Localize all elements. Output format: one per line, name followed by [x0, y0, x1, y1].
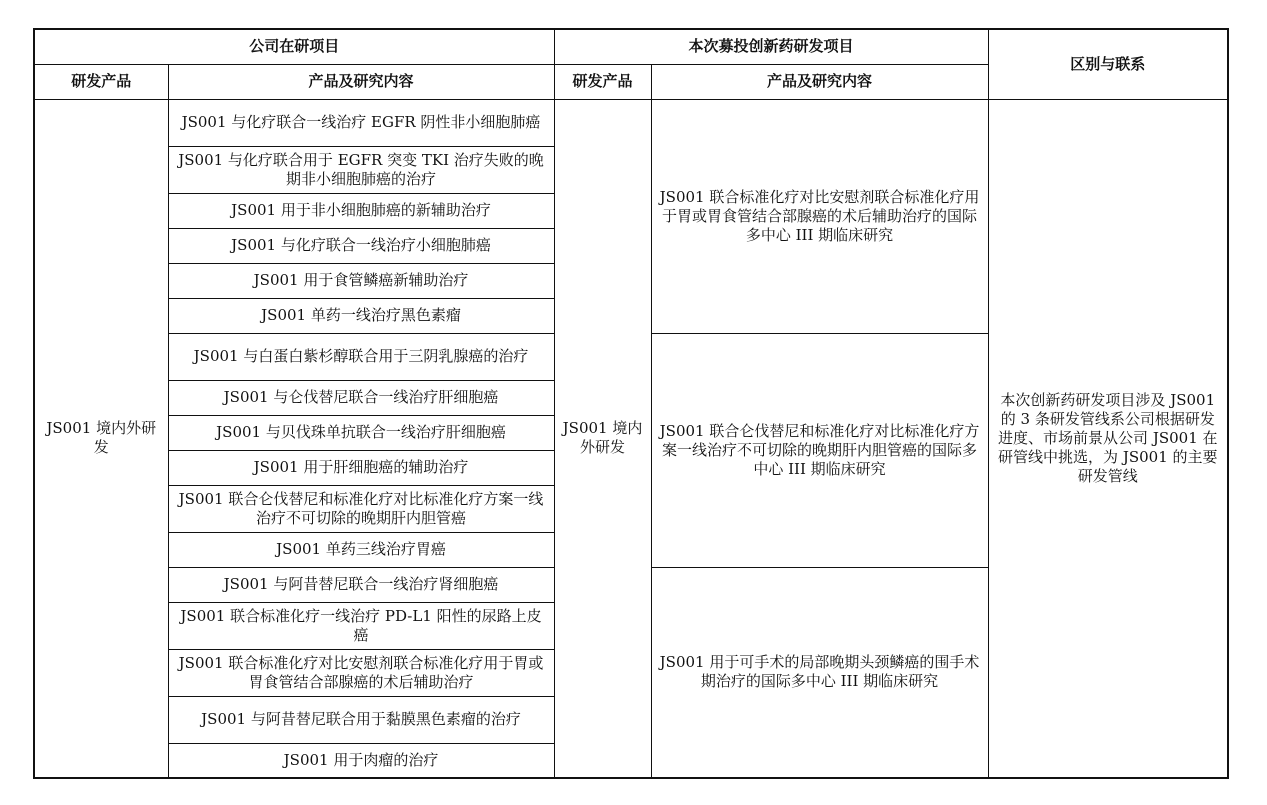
- header-row-1: [34, 29, 1228, 64]
- company-item: JS001 与化疗联合一线治疗 EGFR 阴性非小细胞肺癌: [168, 99, 554, 146]
- left-product-cell: JS001 境内外研发: [34, 99, 168, 778]
- relation-header: 区别与联系: [988, 29, 1228, 99]
- company-item: JS001 用于肝细胞癌的辅助治疗: [168, 450, 554, 485]
- company-item: JS001 与白蛋白紫杉醇联合用于三阴乳腺癌的治疗: [168, 333, 554, 380]
- company-item: JS001 联合仑伐替尼和标准化疗对比标准化疗方案一线治疗不可切除的晚期肝内胆管癌: [168, 485, 554, 532]
- content-header-right: 产品及研究内容: [651, 64, 988, 99]
- company-item: JS001 与化疗联合用于 EGFR 突变 TKI 治疗失败的晚期非小细胞肺癌的治疗: [168, 146, 554, 193]
- company-item: JS001 与阿昔替尼联合一线治疗肾细胞癌: [168, 567, 554, 602]
- company-item: JS001 与贝伐珠单抗联合一线治疗肝细胞癌: [168, 415, 554, 450]
- content-header-left: 产品及研究内容: [168, 64, 554, 99]
- company-item: JS001 与化疗联合一线治疗小细胞肺癌: [168, 228, 554, 263]
- product-header-right: 研发产品: [554, 64, 651, 99]
- company-item: JS001 与阿昔替尼联合用于黏膜黑色素瘤的治疗: [168, 696, 554, 743]
- right-product-cell: JS001 境内外研发: [554, 99, 651, 778]
- table-row: [34, 99, 1228, 146]
- company-item: JS001 单药一线治疗黑色素瘤: [168, 298, 554, 333]
- company-projects-header: 公司在研项目: [34, 29, 554, 64]
- company-item: JS001 用于食管鳞癌新辅助治疗: [168, 263, 554, 298]
- relation-cell: 本次创新药研发项目涉及 JS001 的 3 条研发管线系公司根据研发进度、市场前景从公司 JS001 在研管线中挑选，为 JS001 的主要研发管线: [988, 99, 1228, 778]
- company-item: JS001 联合标准化疗一线治疗 PD-L1 阳性的尿路上皮癌: [168, 602, 554, 649]
- company-item: JS001 用于肉瘤的治疗: [168, 743, 554, 778]
- product-header-left: 研发产品: [34, 64, 168, 99]
- fundraise-item: JS001 用于可手术的局部晚期头颈鳞癌的围手术期治疗的国际多中心 III 期临床研究: [651, 567, 988, 778]
- company-item: JS001 用于非小细胞肺癌的新辅助治疗: [168, 193, 554, 228]
- rd-projects-table: [33, 28, 1229, 779]
- fundraise-item: JS001 联合标准化疗对比安慰剂联合标准化疗用于胃或胃食管结合部腺癌的术后辅助治疗的国际多中心 III 期临床研究: [651, 99, 988, 333]
- company-item: JS001 联合标准化疗对比安慰剂联合标准化疗用于胃或胃食管结合部腺癌的术后辅助治疗: [168, 649, 554, 696]
- company-item: JS001 单药三线治疗胃癌: [168, 532, 554, 567]
- company-item: JS001 与仑伐替尼联合一线治疗肝细胞癌: [168, 380, 554, 415]
- fundraise-item: JS001 联合仑伐替尼和标准化疗对比标准化疗方案一线治疗不可切除的晚期肝内胆管癌的国际多中心 III 期临床研究: [651, 333, 988, 567]
- fundraise-projects-header: 本次募投创新药研发项目: [554, 29, 988, 64]
